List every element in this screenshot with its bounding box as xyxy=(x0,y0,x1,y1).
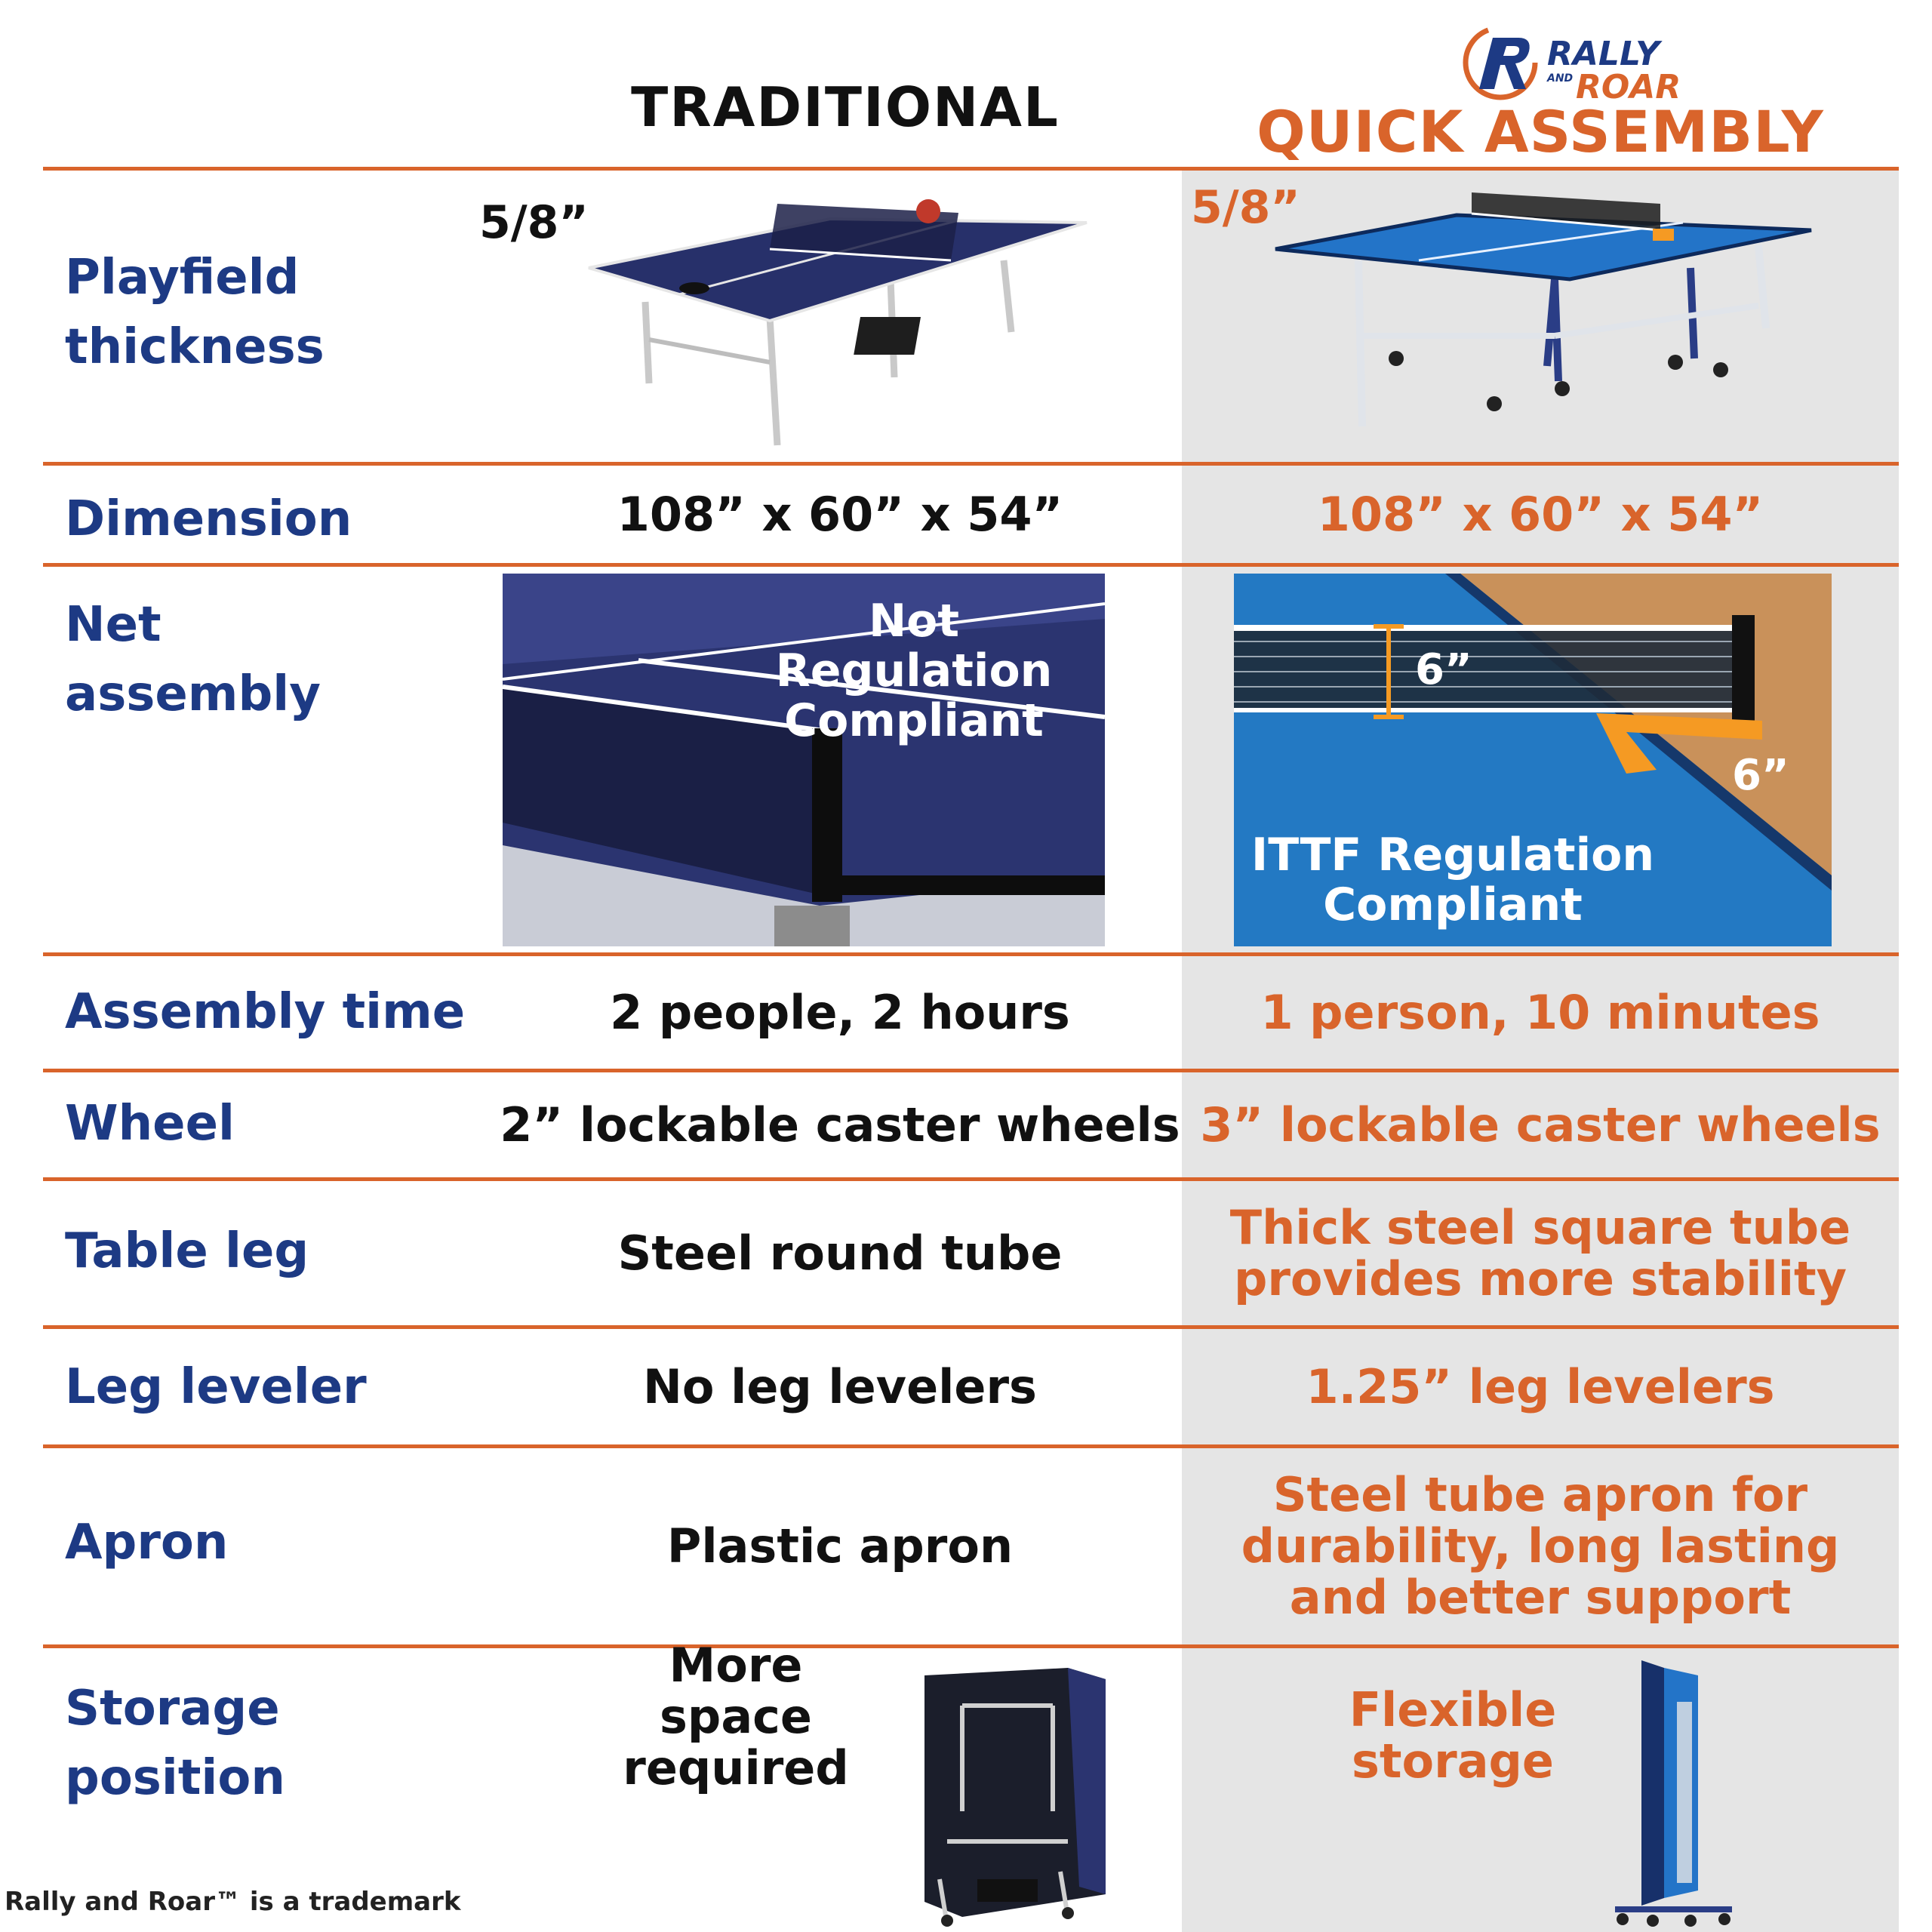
divider xyxy=(43,563,1899,567)
quick-wheel: 3” lockable caster wheels xyxy=(1200,1097,1881,1152)
trad-wheel: 2” lockable caster wheels xyxy=(500,1097,1180,1152)
row-label-assembly-time: Assembly time xyxy=(65,984,466,1040)
net-height-mark: 6” xyxy=(1415,645,1472,694)
row-label-storage: Storage position xyxy=(65,1681,285,1806)
rally-and-roar-logo xyxy=(1457,21,1728,104)
trad-apron: Plastic apron xyxy=(666,1518,1014,1574)
svg-text:AND: AND xyxy=(1547,72,1574,85)
row-label-net: Net assembly xyxy=(65,597,321,722)
trademark-footer: Rally and Roar™ is a trademark xyxy=(5,1887,461,1917)
quick-assembly-storage-image xyxy=(1607,1657,1736,1928)
quick-table-leg: Thick steel square tube provides more stability xyxy=(1229,1199,1851,1306)
not-regulation-text: Not Regulation Compliant xyxy=(775,595,1053,747)
row-label-apron: Apron xyxy=(65,1515,229,1571)
row-label-leg-leveler: Leg leveler xyxy=(65,1359,367,1415)
divider xyxy=(43,167,1899,171)
row-label-wheel: Wheel xyxy=(65,1096,235,1152)
traditional-header: TRADITIONAL xyxy=(631,75,1060,139)
trad-assembly-time: 2 people, 2 hours xyxy=(610,984,1070,1040)
traditional-net-image xyxy=(503,574,1105,946)
trad-leg-leveler: No leg levelers xyxy=(643,1358,1037,1414)
trad-dimension: 108” x 60” x 54” xyxy=(617,487,1063,542)
row-label-playfield: Playfield thickness xyxy=(65,250,325,375)
quick-leg-leveler: 1.25” leg levelers xyxy=(1306,1358,1775,1414)
divider xyxy=(43,462,1899,466)
traditional-table-image xyxy=(581,189,1094,453)
quick-assembly-time: 1 person, 10 minutes xyxy=(1260,984,1820,1040)
quick-assembly-header: QUICK ASSEMBLY xyxy=(1257,98,1824,165)
svg-text:RALLY: RALLY xyxy=(1547,35,1660,73)
trad-storage: More space required xyxy=(623,1638,849,1795)
quick-thickness: 5/8” xyxy=(1191,181,1300,234)
quick-assembly-table-image xyxy=(1268,185,1834,434)
trad-thickness: 5/8” xyxy=(479,196,589,249)
row-label-table-leg: Table leg xyxy=(65,1223,309,1279)
row-label-dimension: Dimension xyxy=(65,491,352,547)
quick-apron: Steel tube apron for durability, long lasting and better support xyxy=(1241,1467,1840,1625)
divider xyxy=(43,1644,1899,1648)
traditional-storage-image xyxy=(917,1660,1113,1928)
ittf-regulation-text: ITTF Regulation Compliant xyxy=(1251,829,1655,931)
clamp-width-mark: 6” xyxy=(1732,751,1789,800)
quick-storage: Flexible storage xyxy=(1349,1682,1557,1789)
trad-table-leg: Steel round tube xyxy=(617,1225,1063,1281)
ittf-net-image xyxy=(1234,574,1832,946)
svg-text:ROAR: ROAR xyxy=(1576,68,1681,104)
quick-dimension: 108” x 60” x 54” xyxy=(1317,487,1764,542)
